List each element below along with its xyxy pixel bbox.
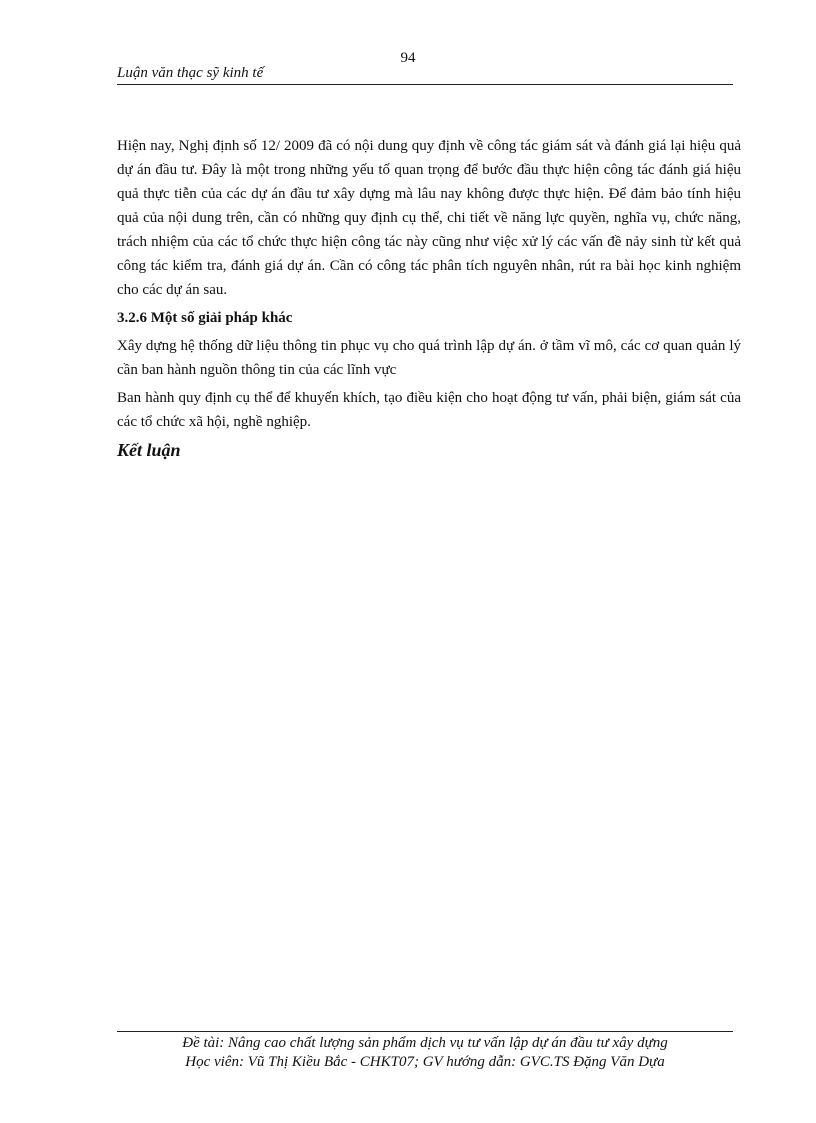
paragraph-evaluation: Hiện nay, Nghị định số 12/ 2009 đã có nội dung quy định về công tác giám sát và đánh giá lại hiệu quả dự án đầu tư. Đây là một trong những yếu tố quan trọng để bước đầu thực hiện công tác đánh giá hiệu quả thực tiễn của các dự án đầu tư xây dựng mà lâu nay không được thực hiện. Để đảm bảo tính hiệu quả của nội dung trên, cần có những quy định cụ thể, chi tiết về năng lực quyền, nghĩa vụ, chức năng, trách nhiệm của các tổ chức thực hiện công tác này cũng như việc xử lý các vấn đề nảy sinh từ kết quả công tác kiểm tra, đánh giá dự án. Cần có công tác phân tích nguyên nhân, rút ra bài học kinh nghiệm cho các dự án sau. <box>117 138 741 298</box>
paragraph-regulation: Ban hành quy định cụ thể để khuyến khích, tạo điều kiện cho hoạt động tư vấn, phải biện, giám sát của các tổ chức xã hội, nghề nghiệp. <box>117 390 741 430</box>
footer-topic: Đề tài: Nâng cao chất lượng sản phẩm dịch vụ tư vấn lập dự án đầu tư xây dựng <box>182 1035 668 1051</box>
section-heading: 3.2.6 Một số giải pháp khác <box>117 310 293 326</box>
running-footer <box>117 1031 733 1072</box>
conclusion-heading: Kết luận <box>117 440 181 460</box>
running-header: Luận văn thạc sỹ kinh tế <box>117 65 733 85</box>
page-number: 94 <box>400 50 416 66</box>
paragraph-data-system: Xây dựng hệ thống dữ liệu thông tin phục vụ cho quá trình lập dự án. ở tầm vĩ mô, các cơ quan quản lý cần ban hành nguồn thông tin của các lĩnh vực <box>117 338 741 378</box>
page-body <box>117 134 741 462</box>
footer-author: Học viên: Vũ Thị Kiều Bắc - CHKT07; GV hướng dẫn: GVC.TS Đặng Văn Dựa <box>185 1054 665 1070</box>
